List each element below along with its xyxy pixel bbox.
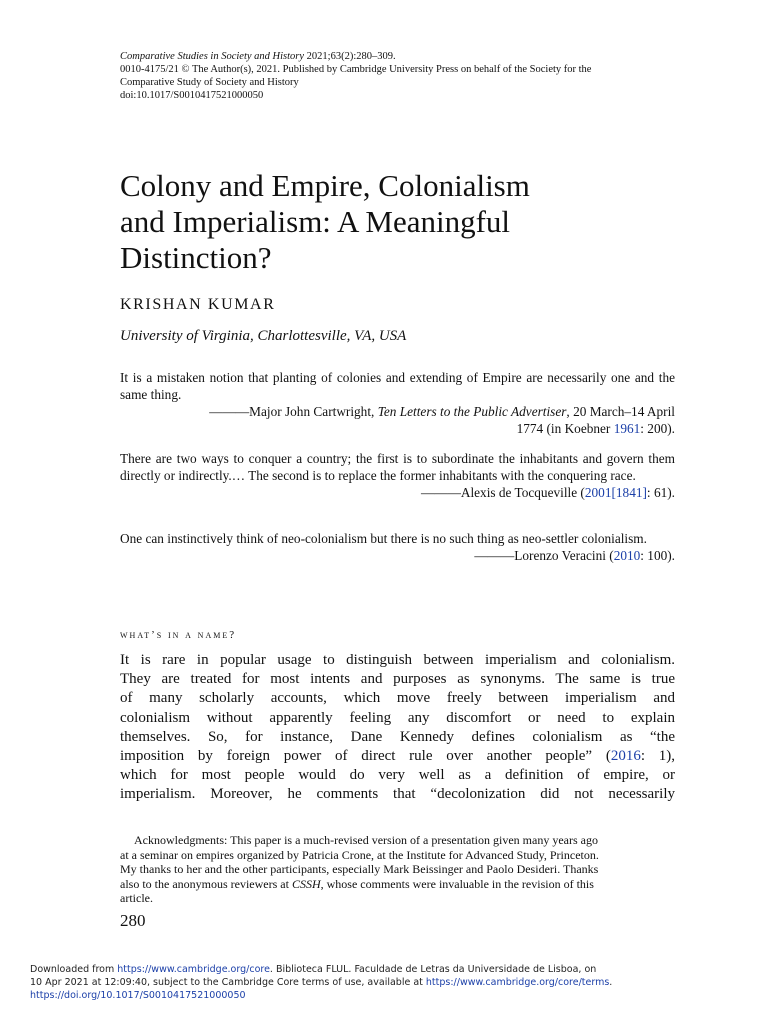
footnote-line: article.	[120, 891, 153, 905]
journal-citation: 2021;63(2):280–309.	[304, 51, 396, 62]
body-line: They are treated for most intents and purposes as synonyms. The same is true	[120, 671, 675, 688]
source-text: : 100).	[640, 548, 675, 563]
body-line: which for most people would do very well as a definition of empire, or	[120, 767, 675, 784]
download-notice	[30, 963, 750, 1002]
footnote-text: also to the anonymous reviewers at	[120, 876, 292, 891]
epigraph-quote: There are two ways to conquer a country; the first is to subordinate the inhabitants and govern them directly or indirectly.… The second is to replace the former inhabitants with the conquering race.	[120, 451, 675, 483]
journal-header	[120, 50, 680, 102]
journal-name: Comparative Studies in Society and History	[120, 51, 305, 62]
source-text: ———Lorenzo Veracini (	[474, 548, 614, 563]
epigraph-source-cont	[120, 420, 675, 437]
footnote-line: Acknowledgments: This paper is a much-revised version of a presentation given many years ago	[134, 833, 598, 847]
footnote-line	[120, 877, 675, 892]
download-line	[30, 976, 750, 989]
citation-link[interactable]: 2010	[613, 548, 641, 563]
source-text: ———Major John Cartwright,	[209, 404, 378, 419]
footnote-line: My thanks to her and the other participants, especially Mark Beissinger and Paolo Desideri. Thanks	[120, 862, 599, 876]
cambridge-core-link[interactable]: https://www.cambridge.org/core	[117, 964, 270, 975]
download-text: Downloaded from	[30, 964, 118, 975]
epigraph-1	[120, 369, 675, 437]
source-text: : 200).	[640, 421, 675, 436]
copyright-line: 0010-4175/21 © The Author(s), 2021. Published by Cambridge University Press on behalf of the Society for the	[120, 64, 592, 75]
download-text: . Biblioteca FLUL. Faculdade de Letras da Universidade de Lisboa, on	[269, 964, 597, 975]
source-text: ———Alexis de Tocqueville (	[420, 485, 585, 500]
epigraph-2	[120, 450, 675, 501]
copyright-line-2: Comparative Study of Society and History	[120, 77, 299, 88]
source-title: Ten Letters to the Public Advertiser	[377, 404, 567, 419]
acknowledgments-footnote	[120, 833, 675, 906]
body-line: colonialism without apparently feeling any discomfort or need to explain	[120, 709, 675, 726]
page-number: 280	[120, 911, 146, 930]
epigraph-source	[120, 484, 675, 501]
title-line-2: and Imperialism: A Meaningful	[120, 204, 511, 239]
body-text: : 1),	[640, 748, 676, 765]
title-line-3: Distinction?	[120, 240, 272, 275]
article-title	[120, 168, 680, 276]
author-affiliation: University of Virginia, Charlottesville, VA, USA	[120, 328, 407, 344]
journal-abbrev: CSSH	[291, 876, 321, 891]
epigraph-source	[120, 547, 675, 564]
body-line	[120, 747, 675, 766]
epigraph-source	[120, 403, 675, 420]
citation-link[interactable]: 2016	[610, 748, 641, 765]
download-text: 10 Apr 2021 at 12:09:40, subject to the Cambridge Core terms of use, available at	[30, 977, 426, 988]
title-line-1: Colony and Empire, Colonialism	[120, 168, 530, 203]
source-text: , 20 March–14 April	[566, 404, 675, 419]
citation-link[interactable]: 1961	[613, 421, 641, 436]
body-line: It is rare in popular usage to distinguish between imperialism and colonialism.	[120, 652, 675, 668]
epigraph-3	[120, 530, 675, 564]
doi: doi:10.1017/S0010417521000050	[120, 90, 264, 101]
section-heading: what’s in a name?	[120, 629, 237, 641]
author-name: KRISHAN KUMAR	[120, 296, 276, 313]
citation-link[interactable]: 2001[1841]	[584, 485, 647, 500]
body-text: imposition by foreign power of direct rule over another people” (	[120, 748, 611, 765]
download-line	[30, 989, 750, 1002]
epigraph-quote: One can instinctively think of neo-colonialism but there is no such thing as neo-settler colonialism.	[120, 531, 647, 546]
download-line	[30, 963, 750, 976]
footnote-text: , whose comments were invaluable in the revision of this	[320, 876, 594, 891]
source-text: : 61).	[646, 485, 675, 500]
body-line: of many scholarly accounts, which move freely between imperialism and	[120, 690, 675, 707]
body-paragraph	[120, 651, 675, 805]
body-line: themselves. So, for instance, Dane Kennedy defines colonialism as “the	[120, 728, 675, 745]
body-line: imperialism. Moreover, he comments that “decolonization did not necessarily	[120, 786, 675, 803]
doi-link[interactable]: https://doi.org/10.1017/S0010417521000050	[30, 990, 246, 1001]
download-text: .	[609, 977, 613, 988]
terms-link[interactable]: https://www.cambridge.org/core/terms	[425, 977, 610, 988]
epigraph-quote: It is a mistaken notion that planting of colonies and extending of Empire are necessarily one and the same thing.	[120, 370, 675, 402]
source-text: 1774 (in Koebner	[516, 421, 614, 436]
footnote-line: at a seminar on empires organized by Patricia Crone, at the Institute for Advanced Study, Princeton.	[120, 847, 599, 862]
